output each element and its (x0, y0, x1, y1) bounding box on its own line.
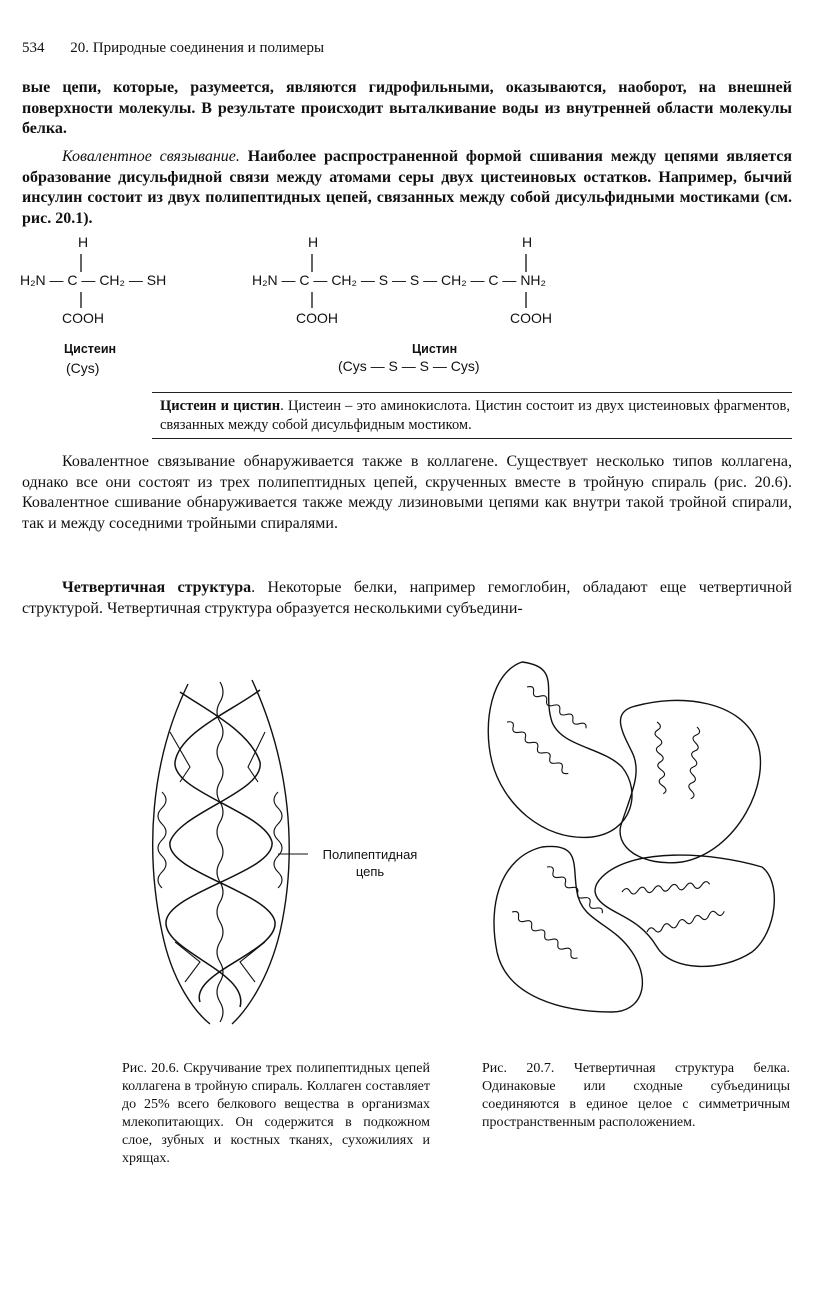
collagen-triple-helix-figure (140, 672, 310, 1032)
cystine-cooh-left: COOH (296, 310, 338, 326)
cystine-h-right: H (522, 234, 533, 250)
cystine-abbr: (Cys — S — S — Cys) (338, 358, 480, 374)
paragraph-4 (22, 578, 792, 619)
chemistry-caption-lead: Цистеин и цистин (160, 398, 281, 414)
helix-coils (505, 685, 725, 961)
cystine-cooh-right: COOH (510, 310, 552, 326)
cysteine-bond-top (80, 254, 82, 274)
cysteine-main-chain: H₂N — C — CH₂ — SH (20, 272, 167, 288)
paragraph-2-lead: Ковалентное связывание. (62, 148, 240, 165)
page-header (22, 40, 324, 57)
chemistry-caption-body: . Цистеин – это аминокислота. Цистин состоит из двух цистеиновых фрагментов, связанных между собой дисульфидным мостиком. (160, 398, 791, 433)
cystine-bond-top-right (525, 254, 527, 274)
page-number: 534 (22, 40, 45, 56)
cystine-bond-bottom-right (525, 292, 527, 312)
paragraph-4-lead: Четвертичная структура (62, 579, 252, 596)
caption-rule-top (152, 392, 792, 393)
paragraph-1: вые цепи, которые, разумеется, являются гидрофильными, оказываются, наоборот, на внешней поверхности молекулы. В результате происходит выталкивание воды из внутренней области молекулы белка. (22, 79, 792, 137)
caption-rule-bottom (152, 438, 792, 439)
subunit-top-left (488, 662, 632, 837)
subunit-top-right (620, 700, 760, 862)
cystine-main-chain: H₂N — C — CH₂ — S — S — CH₂ — C — NH₂ (252, 272, 546, 288)
paragraph-2 (22, 147, 792, 229)
cysteine-bond-bottom (80, 292, 82, 312)
subunit-bottom-right (595, 855, 774, 966)
cysteine-top-h: H (78, 234, 89, 250)
fig-20-6-label-line2: цепь (355, 864, 385, 879)
chapter-title: 20. Природные соединения и полимеры (70, 40, 325, 56)
subunit-bottom-left (494, 846, 642, 1012)
cystine-bond-top-left (311, 254, 313, 274)
fig-20-6-label-line1: Полипептидная (322, 847, 418, 862)
fig-20-6-label (310, 846, 430, 880)
chemistry-caption (160, 397, 790, 435)
cysteine-cooh: COOH (62, 310, 104, 326)
fig-20-7-caption: Рис. 20.7. Четвертичная структура белка. Одинаковые или сходные субъединицы соединяются в единое целое с симметричным пространственным расположением. (482, 1061, 790, 1130)
quaternary-structure-figure (482, 652, 782, 1042)
paragraph-3: Ковалентное связывание обнаруживается также в коллагене. Существует несколько типов коллагена, однако все они состоят из трех полипептидных цепей, скрученных вместе в тройную спираль (рис. 20.6). Ковалентное сшивание обнаруживается также между лизиновыми цепями как внутри такой тройной спирали, так и между соседними тройными спиралями. (22, 453, 792, 532)
paragraph-2-body: Наиболее распространенной формой сшивания между цепями является образование дисульфидной связи между атомами серы двух цистеиновых остатков. Например, бычий инсулин состоит из двух полипептидных цепей, связанных между собой дисульфидными мостиками (см. рис. 20.1). (22, 148, 792, 227)
cysteine-name: Цистеин (64, 342, 117, 356)
paragraph-4-body: . Некоторые белки, например гемоглобин, обладают еще четвертичной структурой. Четвертичная структура образуется несколькими субъедини- (22, 579, 792, 617)
fig-20-6-caption: Рис. 20.6. Скручивание трех полипептидных цепей коллагена в тройную спираль. Коллаген составляет до 25% всего белкового вещества в организмах млекопитающих. Он содержится в подкожном слое, зубных и костных тканях, сухожилиях и хрящах. (122, 1061, 430, 1166)
cystine-h-left: H (308, 234, 319, 250)
cysteine-abbr: (Cys) (66, 360, 100, 376)
cystine-bond-bottom-left (311, 292, 313, 312)
cystine-name: Цистин (412, 342, 458, 356)
